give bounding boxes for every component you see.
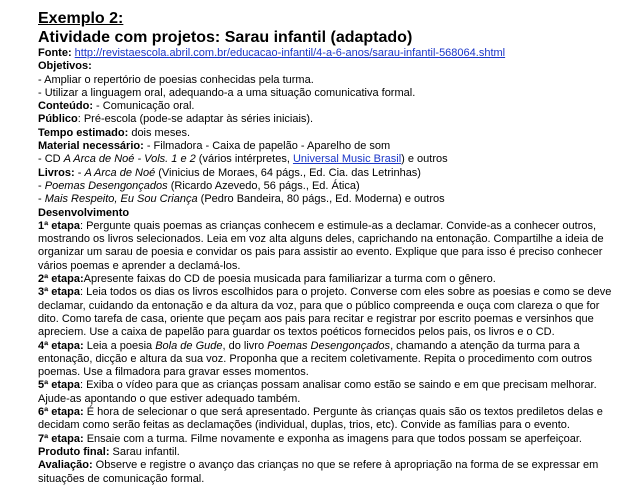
step-4-mid: , do livro — [222, 339, 268, 352]
step-4-title-1: Bola de Gude — [155, 339, 223, 352]
audience-text: : Pré-escola (pode-se adaptar às séries iniciais). — [77, 113, 314, 126]
final-product-line — [38, 446, 623, 459]
final-product-text: Sarau infantil. — [109, 445, 180, 458]
step-2 — [38, 273, 623, 286]
time-label: Tempo estimado: — [38, 126, 129, 139]
book2-prefix: - — [38, 179, 45, 192]
book1-title: A Arca de Noé — [84, 166, 156, 179]
step-3 — [38, 286, 623, 339]
cd-end: ) e outros — [401, 153, 448, 166]
activity-title: Atividade com projetos: Sarau infantil (adaptado) — [38, 29, 413, 46]
audience-line — [38, 113, 623, 126]
book3-title: Mais Respeito, Eu Sou Criança — [44, 193, 198, 206]
step-5-text: : Exiba o vídeo para que as crianças possam analisar como estão se saindo e em que precisam melhorar. Ajude-as apontando o que estiver adequado também. — [38, 379, 597, 405]
cd-prefix: - CD — [38, 153, 64, 166]
step-4-label: 4ª etapa: — [38, 339, 84, 352]
book1-prefix: - — [74, 166, 85, 179]
step-4-title-2: Poemas Desengonçados — [267, 339, 391, 352]
books-label: Livros: — [38, 166, 75, 179]
evaluation-label: Avaliação: — [38, 459, 93, 472]
step-6-label: 6ª etapa: — [38, 406, 84, 419]
evaluation-line — [38, 459, 623, 486]
objectives-heading: Objetivos: — [38, 60, 92, 73]
example-heading: Exemplo 2: — [38, 10, 124, 27]
step-1 — [38, 220, 623, 273]
step-5 — [38, 379, 623, 406]
content-line — [38, 100, 623, 113]
time-text: dois meses. — [128, 126, 191, 139]
step-3-text: : Leia todos os dias os livros escolhidos para o projeto. Converse com eles sobre as poesias e como se deve declamar, cuidando da entonação e da altura da voz, para que o público compreenda e ouça com clareza o que for dito. Como tarefa de casa, oriente que peçam aos pais para recitar e registrar por escrito poemas e versinhos que apreciem. Use a caixa de papelão para guardar os textos poéticos fornecidos pelos pais, os livros e o CD. — [38, 286, 612, 339]
document-page — [38, 9, 623, 486]
step-4 — [38, 340, 623, 380]
books-line — [38, 167, 623, 180]
step-3-label: 3ª etapa — [38, 286, 80, 299]
book2-line — [38, 180, 623, 193]
step-7-label: 7ª etapa: — [38, 432, 84, 445]
materials-label: Material necessário: — [38, 140, 144, 153]
final-product-label: Produto final: — [38, 445, 110, 458]
book3-rest: (Pedro Bandeira, 80 págs., Ed. Moderna) e outros — [197, 193, 445, 206]
content-text: - Comunicação oral. — [92, 100, 195, 113]
cd-line — [38, 153, 623, 166]
objective-item: - Utilizar a linguagem oral, adequando-a a uma situação comunicativa formal. — [38, 86, 416, 99]
step-1-label: 1ª etapa — [38, 219, 80, 232]
step-4-post: , chamando a atenção da turma para a entonação, dicção e altura da sua voz. Proponha que a recitem coletivamente. Repita o procedimento com outros poemas. Use a filmadora para gravar esses momentos. — [38, 339, 592, 379]
development-heading: Desenvolvimento — [38, 206, 130, 219]
step-6-text: É hora de selecionar o que será apresentado. Pergunte às crianças quais são os textos prediletos delas e decidam como serão feitas as declamações (individual, duplas, trios, etc). Convide as famílias para o evento. — [38, 406, 603, 432]
evaluation-text: Observe e registre o avanço das crianças no que se refere à apropriação na forma de se expressar em situações de comunicação formal. — [38, 459, 599, 485]
audience-label: Público — [38, 113, 78, 126]
book3-line — [38, 193, 623, 206]
book1-rest: (Vinicius de Moraes, 64 págs., Ed. Cia. das Letrinhas) — [155, 166, 421, 179]
materials-text: - Filmadora - Caixa de papelão - Aparelho de som — [143, 140, 391, 153]
step-4-pre: Leia a poesia — [83, 339, 156, 352]
step-1-text: : Pergunte quais poemas as crianças conhecem e estimule-as a declamar. Convide-as a conhecer outros, mostrando os livros selecionados. Leia em voz alta alguns deles, caprichando na entonação. Compartilhe a ideia de organizar um sarau de poesia e convidar os pais para assistir ao evento. Explique que para isso é preciso conhecer vários poemas e aprender a declamá-los. — [38, 219, 604, 272]
step-5-label: 5ª etapa — [38, 379, 80, 392]
source-line — [38, 47, 623, 60]
step-2-text: Apresente faixas do CD de poesia musicada para familiarizar a turma com o gênero. — [83, 273, 496, 286]
book2-rest: (Ricardo Azevedo, 56 págs., Ed. Ática) — [167, 179, 360, 192]
time-line — [38, 127, 623, 140]
objective-item: - Ampliar o repertório de poesias conhecidas pela turma. — [38, 73, 314, 86]
cd-title: A Arca de Noé - Vols. 1 e 2 — [63, 153, 196, 166]
materials-line — [38, 140, 623, 153]
step-7 — [38, 433, 623, 446]
cd-mid: (vários intérpretes, — [195, 153, 293, 166]
document-body — [38, 47, 623, 486]
step-7-text: Ensaie com a turma. Filme novamente e exponha as imagens para que todos possam se aperfeiçoar. — [83, 432, 582, 445]
source-link[interactable]: http://revistaescola.abril.com.br/educacao-infantil/4-a-6-anos/sarau-infantil-568064.shtml — [74, 47, 506, 59]
source-label: Fonte: — [38, 47, 72, 59]
content-label: Conteúdo: — [38, 100, 93, 113]
book2-title: Poemas Desengonçados — [44, 179, 168, 192]
book3-prefix: - — [38, 193, 45, 206]
step-6 — [38, 406, 623, 433]
universal-music-link[interactable]: Universal Music Brasil — [292, 153, 402, 166]
step-2-label: 2ª etapa: — [38, 273, 84, 286]
